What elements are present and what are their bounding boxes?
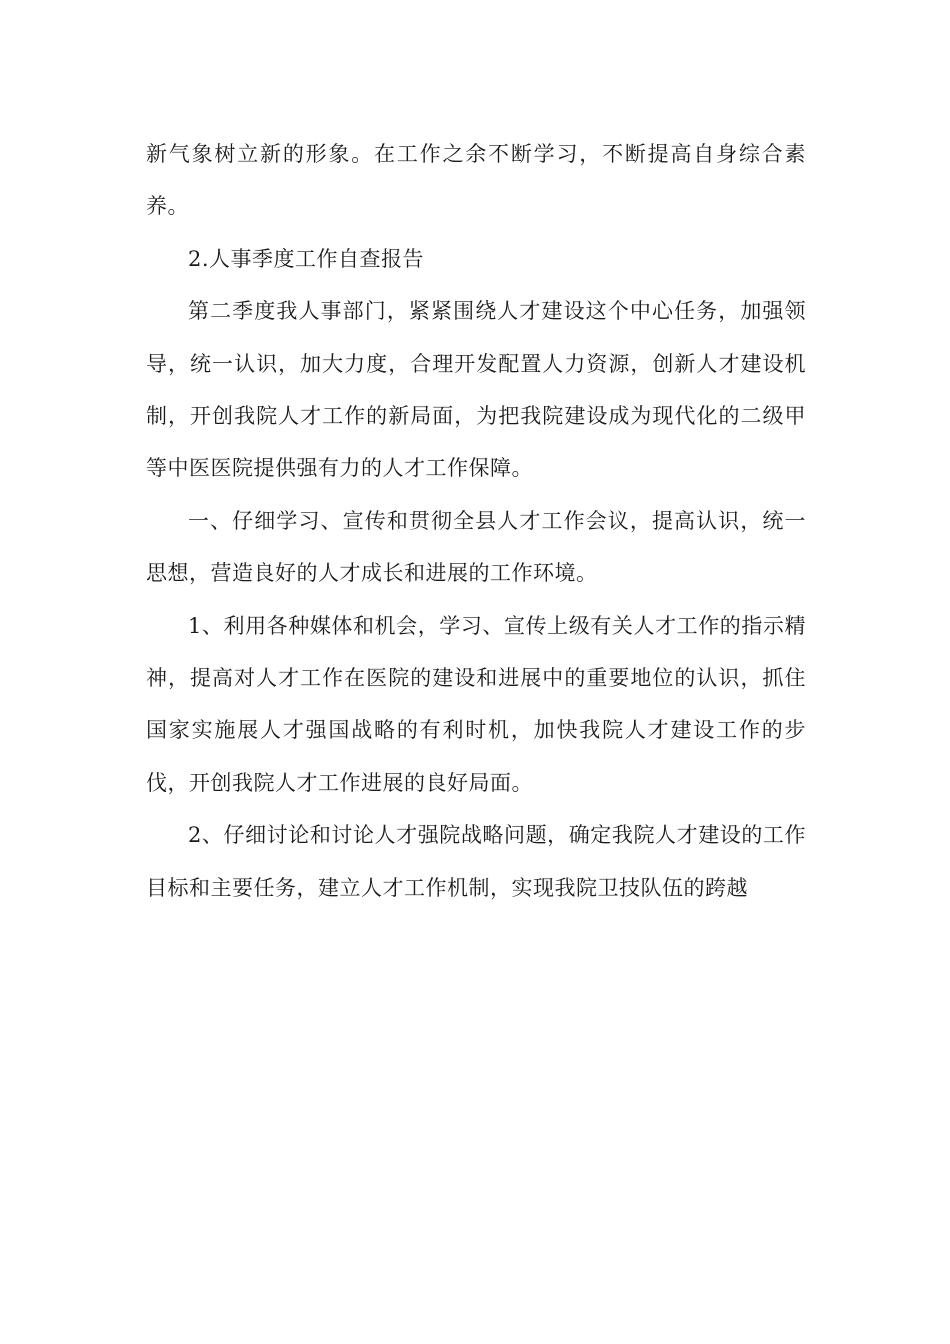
paragraph-subitem-2: 2、仔细讨论和讨论人才强院战略问题，确定我院人才建设的工作目标和主要任务，建立人才工作机制，实现我院卫技队伍的跨越 bbox=[146, 823, 806, 900]
section-heading: 2.人事季度工作自查报告 bbox=[188, 246, 425, 271]
document-body bbox=[146, 128, 806, 914]
paragraph-continuation: 新气象树立新的形象。在工作之余不断学习，不断提高自身综合素养。 bbox=[146, 142, 806, 219]
paragraph-subitem-1: 1、利用各种媒体和机会，学习、宣传上级有关人才工作的指示精神，提高对人才工作在医院的建设和进展中的重要地位的认识，抓住国家实施展人才强国战略的有利时机，加快我院人才建设工作的步伐，开创我院人才工作进展的良好局面。 bbox=[146, 613, 806, 795]
paragraph-item-one: 一、仔细学习、宣传和贯彻全县人才工作会议，提高认识，统一思想，营造良好的人才成长和进展的工作环境。 bbox=[146, 508, 806, 586]
paragraph-intro: 第二季度我人事部门，紧紧围绕人才建设这个中心任务，加强领导，统一认识，加大力度，合理开发配置人力资源，创新人才建设机制，开创我院人才工作的新局面，为把我院建设成为现代化的二级甲等中医医院提供强有力的人才工作保障。 bbox=[146, 299, 806, 481]
